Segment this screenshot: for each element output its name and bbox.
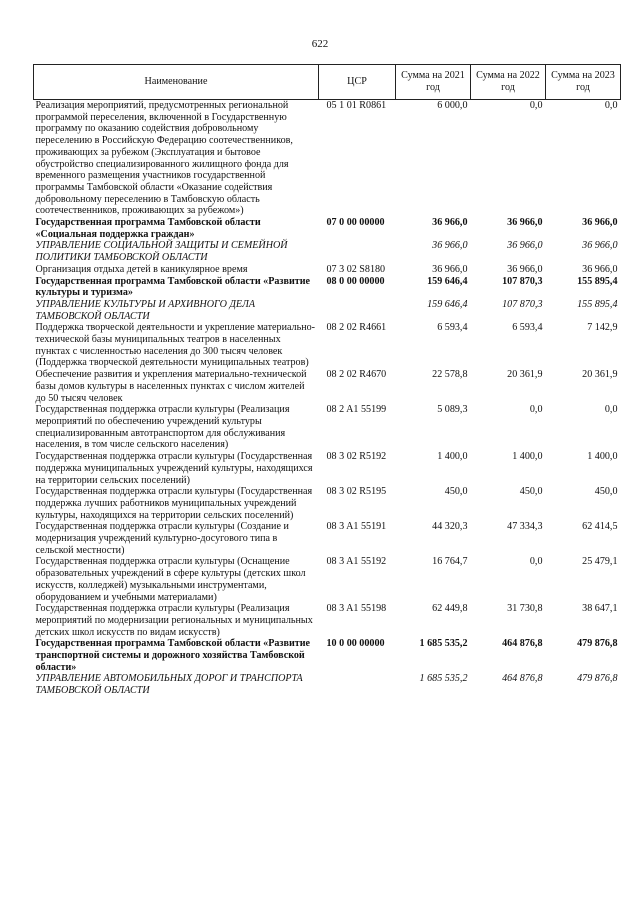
cell-s2022: 0,0	[529, 404, 543, 416]
cell-name: Государственная поддержка отрасли культуры (Государственная поддержка лучших работников муниципальных учреждений культуры, находящихся на территории сельских поселений)	[35, 486, 313, 521]
table-row	[34, 404, 621, 451]
cell-name: Реализация мероприятий, предусмотренных региональной программой переселения, включенной в Государственную программу по оказанию содействия добровольному переселению в Российскую Федерацию соотечественников, проживающих за рубежом (Эксплуатация и бытовое обустройство специализированного жилищного фонда для временного размещения участников государственной программы Тамбовской области «Оказание содействия добровольному переселению в Тамбовскую область соотечественников, проживающих за рубежом»)	[35, 100, 293, 217]
table-row	[34, 100, 621, 218]
cell-s2023: 25 479,1	[582, 556, 618, 568]
cell-code: 08 3 02 R5192	[326, 451, 387, 463]
cell-s2023: 479 876,8	[577, 638, 618, 650]
cell-name: Государственная поддержка отрасли культуры (Государственная поддержка муниципальных учреждений культуры, находящихся на территории сельских поселений)	[35, 451, 313, 486]
table-row	[34, 276, 621, 299]
cell-code: 08 3 A1 55198	[326, 603, 387, 615]
cell-s2022: 36 966,0	[507, 263, 543, 275]
cell-s2022: 464 876,8	[502, 673, 543, 685]
cell-s2021: 16 764,7	[432, 556, 468, 568]
cell-code: 08 2 02 R4670	[326, 369, 387, 381]
cell-s2022: 0,0	[529, 100, 543, 111]
cell-s2021: 159 646,4	[427, 298, 468, 310]
cell-code	[319, 240, 396, 263]
table-row	[34, 240, 621, 263]
cell-code: 07 3 02 S8180	[326, 263, 386, 275]
table-row	[34, 521, 621, 556]
cell-s2022: 0,0	[529, 556, 543, 568]
cell-s2022: 47 334,3	[507, 521, 543, 533]
cell-s2021: 36 966,0	[432, 263, 468, 275]
cell-s2022: 1 400,0	[512, 451, 543, 463]
cell-s2021: 36 966,0	[432, 217, 468, 229]
cell-code: 08 3 A1 55192	[326, 556, 387, 568]
header-code: ЦСР	[319, 65, 396, 100]
table-row	[34, 369, 621, 404]
cell-s2023: 155 895,4	[577, 275, 618, 287]
cell-s2021: 6 000,0	[437, 100, 468, 111]
cell-s2021: 36 966,0	[432, 240, 468, 252]
cell-s2022: 107 870,3	[502, 275, 543, 287]
header-name: Наименование	[34, 65, 319, 100]
cell-code: 05 1 01 R0861	[326, 100, 387, 111]
header-sum-2021: Сумма на 2021 год	[396, 65, 471, 100]
cell-s2023: 36 966,0	[582, 263, 618, 275]
header-sum-2023: Сумма на 2023 год	[546, 65, 621, 100]
cell-s2023: 36 966,0	[582, 240, 618, 252]
table-row	[34, 264, 621, 276]
cell-s2021: 1 400,0	[437, 451, 468, 463]
cell-name: УПРАВЛЕНИЕ СОЦИАЛЬНОЙ ЗАЩИТЫ И СЕМЕЙНОЙ ПОЛИТИКИ ТАМБОВСКОЙ ОБЛАСТИ	[35, 240, 288, 264]
cell-s2023: 36 966,0	[582, 217, 618, 229]
table-row	[34, 556, 621, 603]
cell-s2022: 31 730,8	[507, 603, 543, 615]
cell-s2023: 62 414,5	[582, 521, 618, 533]
cell-s2023: 38 647,1	[582, 603, 618, 615]
cell-name: Государственная программа Тамбовской области «Развитие культуры и туризма»	[35, 275, 311, 299]
table-row	[34, 299, 621, 322]
cell-s2022: 464 876,8	[502, 638, 543, 650]
table-header-row	[34, 65, 621, 100]
table-row	[34, 322, 621, 369]
cell-s2021: 62 449,8	[432, 603, 468, 615]
cell-s2021: 159 646,4	[427, 275, 468, 287]
cell-code	[319, 673, 396, 696]
cell-code: 10 0 00 00000	[326, 638, 385, 650]
cell-code	[319, 299, 396, 322]
cell-name: Государственная поддержка отрасли культуры (Создание и модернизация учреждений культурно-досугового типа в сельской местности)	[35, 521, 289, 556]
table-row	[34, 638, 621, 673]
cell-s2021: 5 089,3	[437, 404, 468, 416]
cell-name: Поддержка творческой деятельности и укрепление материально-технической базы муниципальных театров в населенных пунктах с численностью населения до 300 тысяч человек (Поддержка творческой деятельности муниципальных театров)	[35, 322, 316, 369]
cell-name: Государственная поддержка отрасли культуры (Реализация мероприятий по обеспечению учреждений культуры специализированным автотранспортом для обслуживания населения, в том числе сельского населения)	[35, 404, 290, 451]
cell-s2022: 36 966,0	[507, 217, 543, 229]
cell-s2023: 0,0	[604, 404, 618, 416]
table-row	[34, 486, 621, 521]
cell-s2022: 450,0	[519, 486, 543, 498]
cell-code: 08 0 00 00000	[326, 275, 385, 287]
table-row	[34, 451, 621, 486]
cell-s2023: 7 142,9	[587, 322, 618, 334]
cell-code: 08 2 A1 55199	[326, 404, 387, 416]
cell-s2021: 44 320,3	[432, 521, 468, 533]
cell-s2021: 1 685 535,2	[419, 638, 468, 650]
cell-s2021: 22 578,8	[432, 369, 468, 381]
cell-name: Обеспечение развития и укрепления материально-технической базы домов культуры в населенных пунктах с числом жителей до 50 тысяч человек	[35, 369, 307, 404]
cell-code: 08 3 A1 55191	[326, 521, 387, 533]
cell-s2021: 450,0	[444, 486, 468, 498]
cell-s2023: 479 876,8	[577, 673, 618, 685]
table-row	[34, 603, 621, 638]
cell-s2023: 1 400,0	[587, 451, 618, 463]
cell-code: 08 2 02 R4661	[326, 322, 387, 334]
cell-name: Государственная поддержка отрасли культуры (Реализация мероприятий по модернизации региональных и муниципальных детских школ искусств по видам искусств)	[35, 603, 313, 638]
cell-code: 07 0 00 00000	[326, 217, 385, 229]
table-row	[34, 217, 621, 240]
cell-s2022: 107 870,3	[502, 298, 543, 310]
cell-name: УПРАВЛЕНИЕ КУЛЬТУРЫ И АРХИВНОГО ДЕЛА ТАМБОВСКОЙ ОБЛАСТИ	[35, 298, 256, 322]
cell-s2023: 0,0	[604, 100, 618, 111]
cell-code: 08 3 02 R5195	[326, 486, 387, 498]
table-body	[34, 100, 621, 697]
cell-s2022: 6 593,4	[512, 322, 543, 334]
cell-s2023: 155 895,4	[577, 298, 618, 310]
budget-table	[33, 64, 621, 697]
cell-name: Государственная программа Тамбовской области «Социальная поддержка граждан»	[35, 217, 261, 240]
cell-s2023: 450,0	[594, 486, 618, 498]
cell-s2022: 20 361,9	[507, 369, 543, 381]
page-number: 622	[311, 38, 329, 50]
cell-s2022: 36 966,0	[507, 240, 543, 252]
table-row	[34, 673, 621, 696]
header-sum-2022: Сумма на 2022 год	[471, 65, 546, 100]
cell-name: УПРАВЛЕНИЕ АВТОМОБИЛЬНЫХ ДОРОГ И ТРАНСПОРТА ТАМБОВСКОЙ ОБЛАСТИ	[35, 673, 303, 697]
cell-name: Государственная программа Тамбовской области «Развитие транспортной системы и дорожного хозяйства Тамбовской области»	[35, 638, 311, 673]
cell-name: Государственная поддержка отрасли культуры (Оснащение образовательных учреждений в сфере культуры (детских школ искусств, колледжей) музыкальными инструментами, оборудованием и учебными материалами)	[35, 556, 306, 603]
cell-s2023: 20 361,9	[582, 369, 618, 381]
cell-s2021: 1 685 535,2	[419, 673, 468, 685]
cell-name: Организация отдыха детей в каникулярное время	[35, 263, 248, 275]
cell-s2021: 6 593,4	[437, 322, 468, 334]
